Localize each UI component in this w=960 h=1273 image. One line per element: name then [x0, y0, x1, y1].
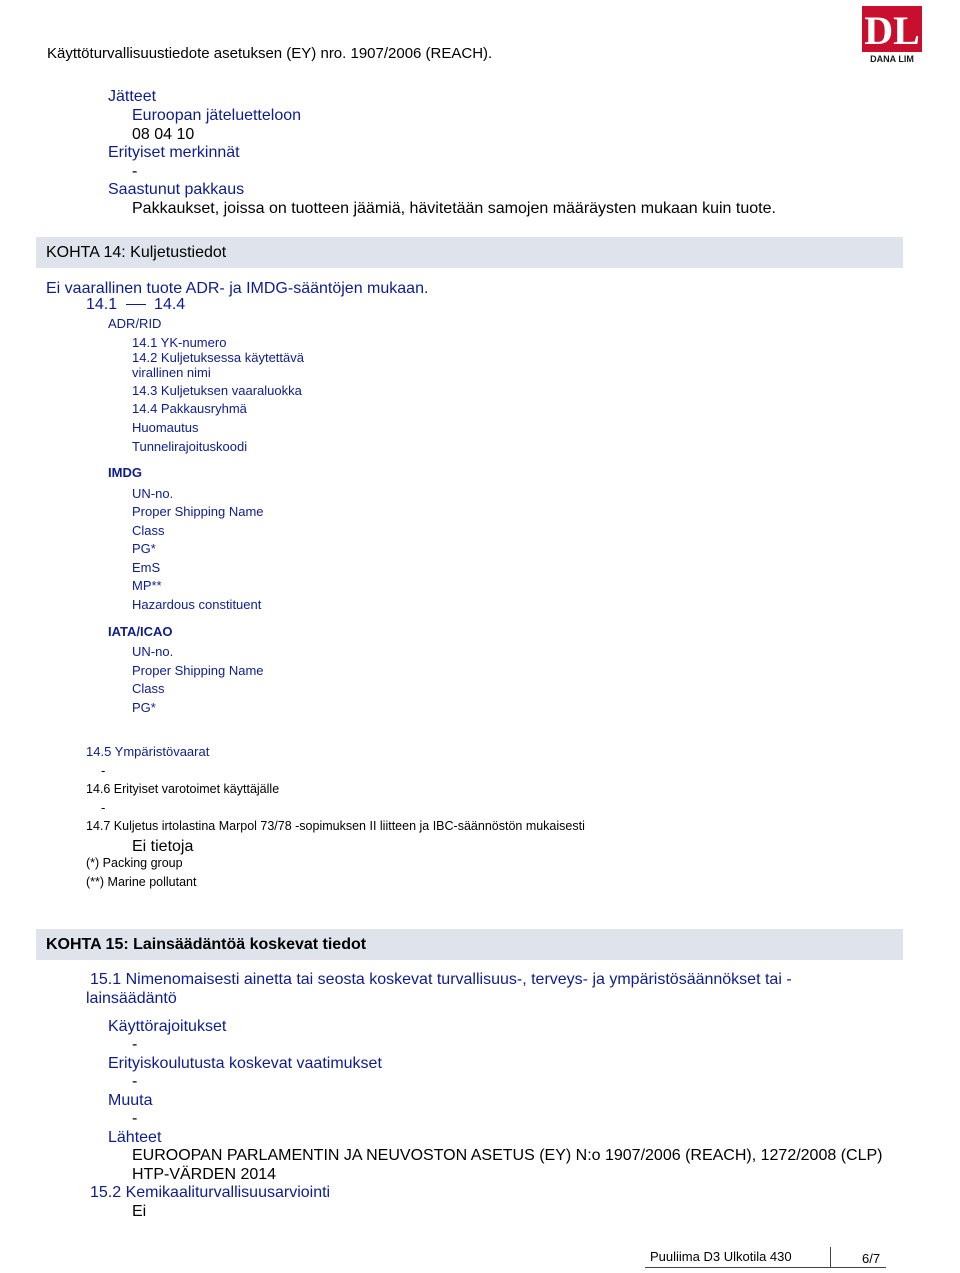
- section-14-range: [86, 296, 185, 314]
- iata-item: PG*: [132, 700, 156, 715]
- adr-item: Tunnelirajoituskoodi: [132, 439, 248, 454]
- use-restrictions-heading: Käyttörajoitukset: [108, 1018, 227, 1035]
- adr-item: virallinen nimi: [132, 365, 211, 380]
- training-requirements-value: -: [132, 1073, 138, 1090]
- section-15-1-heading-line1: 15.1 Nimenomaisesti ainetta tai seosta koskevat turvallisuus-, terveys- ja ympäristösäännökset tai -: [90, 971, 792, 988]
- adr-item: 14.4 Pakkausryhmä: [132, 401, 247, 416]
- imdg-label: IMDG: [108, 465, 142, 480]
- adr-item: 14.3 Kuljetuksen vaaraluokka: [132, 383, 302, 398]
- range-end: 14.4: [154, 296, 186, 313]
- bulk-transport-heading: 14.7 Kuljetus irtolastina Marpol 73/78 -sopimuksen II liitteen ja IBC-säännöstön mukaisesti: [86, 819, 585, 833]
- svg-text:DANA LIM: DANA LIM: [870, 54, 914, 64]
- page-number: 6/7: [862, 1251, 881, 1266]
- waste-catalogue-code: 08 04 10: [132, 126, 195, 143]
- imdg-item: UN-no.: [132, 486, 174, 501]
- sources-heading: Lähteet: [108, 1129, 162, 1146]
- adr-item: 14.1 YK-numero: [132, 335, 227, 350]
- adr-item: Huomautus: [132, 420, 199, 435]
- packing-group-note: (*) Packing group: [86, 856, 183, 870]
- document-regulation-header: Käyttöturvallisuustiedote asetuksen (EY) nro. 1907/2006 (REACH).: [47, 45, 493, 62]
- imdg-item: MP**: [132, 578, 162, 593]
- environmental-hazards-value: -: [101, 763, 106, 778]
- waste-catalogue-label: Euroopan jäteluetteloon: [132, 107, 302, 124]
- adr-item: 14.2 Kuljetuksessa käytettävä: [132, 350, 304, 365]
- chemical-safety-assessment-heading: 15.2 Kemikaaliturvallisuusarviointi: [90, 1184, 331, 1201]
- imdg-item: PG*: [132, 541, 156, 556]
- special-precautions-value: -: [101, 800, 106, 815]
- iata-item: Proper Shipping Name: [132, 663, 264, 678]
- marine-pollutant-note: (**) Marine pollutant: [86, 875, 197, 889]
- other-heading: Muuta: [108, 1092, 153, 1109]
- sources-line: EUROOPAN PARLAMENTIN JA NEUVOSTON ASETUS (EY) N:o 1907/2006 (REACH), 1272/2008 (CLP): [132, 1147, 883, 1164]
- imdg-item: Hazardous constituent: [132, 597, 262, 612]
- iata-icao-label: IATA/ICAO: [108, 624, 173, 639]
- imdg-item: Proper Shipping Name: [132, 504, 264, 519]
- iata-item: UN-no.: [132, 644, 174, 659]
- special-markings-heading: Erityiset merkinnät: [108, 144, 240, 161]
- special-markings-value: -: [132, 163, 138, 180]
- contaminated-packaging-heading: Saastunut pakkaus: [108, 181, 245, 198]
- section-15-title: KOHTA 15: Lainsäädäntöä koskevat tiedot: [46, 936, 367, 953]
- chemical-safety-assessment-value: Ei: [132, 1203, 147, 1220]
- section-15-1-heading-line2: lainsäädäntö: [86, 990, 177, 1007]
- other-value: -: [132, 1110, 138, 1127]
- footer-product-name: Puuliima D3 Ulkotila 430: [650, 1249, 792, 1264]
- dana-lim-logo: [862, 6, 922, 64]
- range-start: 14.1: [86, 296, 118, 313]
- contaminated-packaging-text: Pakkaukset, joissa on tuotteen jäämiä, hävitetään samojen määräysten mukaan kuin tuote.: [132, 200, 776, 217]
- training-requirements-heading: Erityiskoulutusta koskevat vaatimukset: [108, 1055, 382, 1072]
- waste-heading: Jätteet: [108, 88, 157, 105]
- imdg-item: Class: [132, 523, 165, 538]
- bulk-transport-value: Ei tietoja: [132, 838, 194, 855]
- environmental-hazards-heading: 14.5 Ympäristövaarat: [86, 744, 210, 759]
- range-dash: [126, 304, 146, 305]
- svg-text:DL: DL: [864, 8, 920, 53]
- use-restrictions-value: -: [132, 1036, 138, 1053]
- adr-rid-label: ADR/RID: [108, 316, 162, 331]
- special-precautions-heading: 14.6 Erityiset varotoimet käyttäjälle: [86, 782, 280, 796]
- iata-item: Class: [132, 681, 165, 696]
- imdg-item: EmS: [132, 560, 161, 575]
- section-14-intro: Ei vaarallinen tuote ADR- ja IMDG-sääntöjen mukaan.: [46, 280, 429, 297]
- section-14-title: KOHTA 14: Kuljetustiedot: [46, 244, 227, 261]
- sources-line: HTP-VÄRDEN 2014: [132, 1166, 277, 1183]
